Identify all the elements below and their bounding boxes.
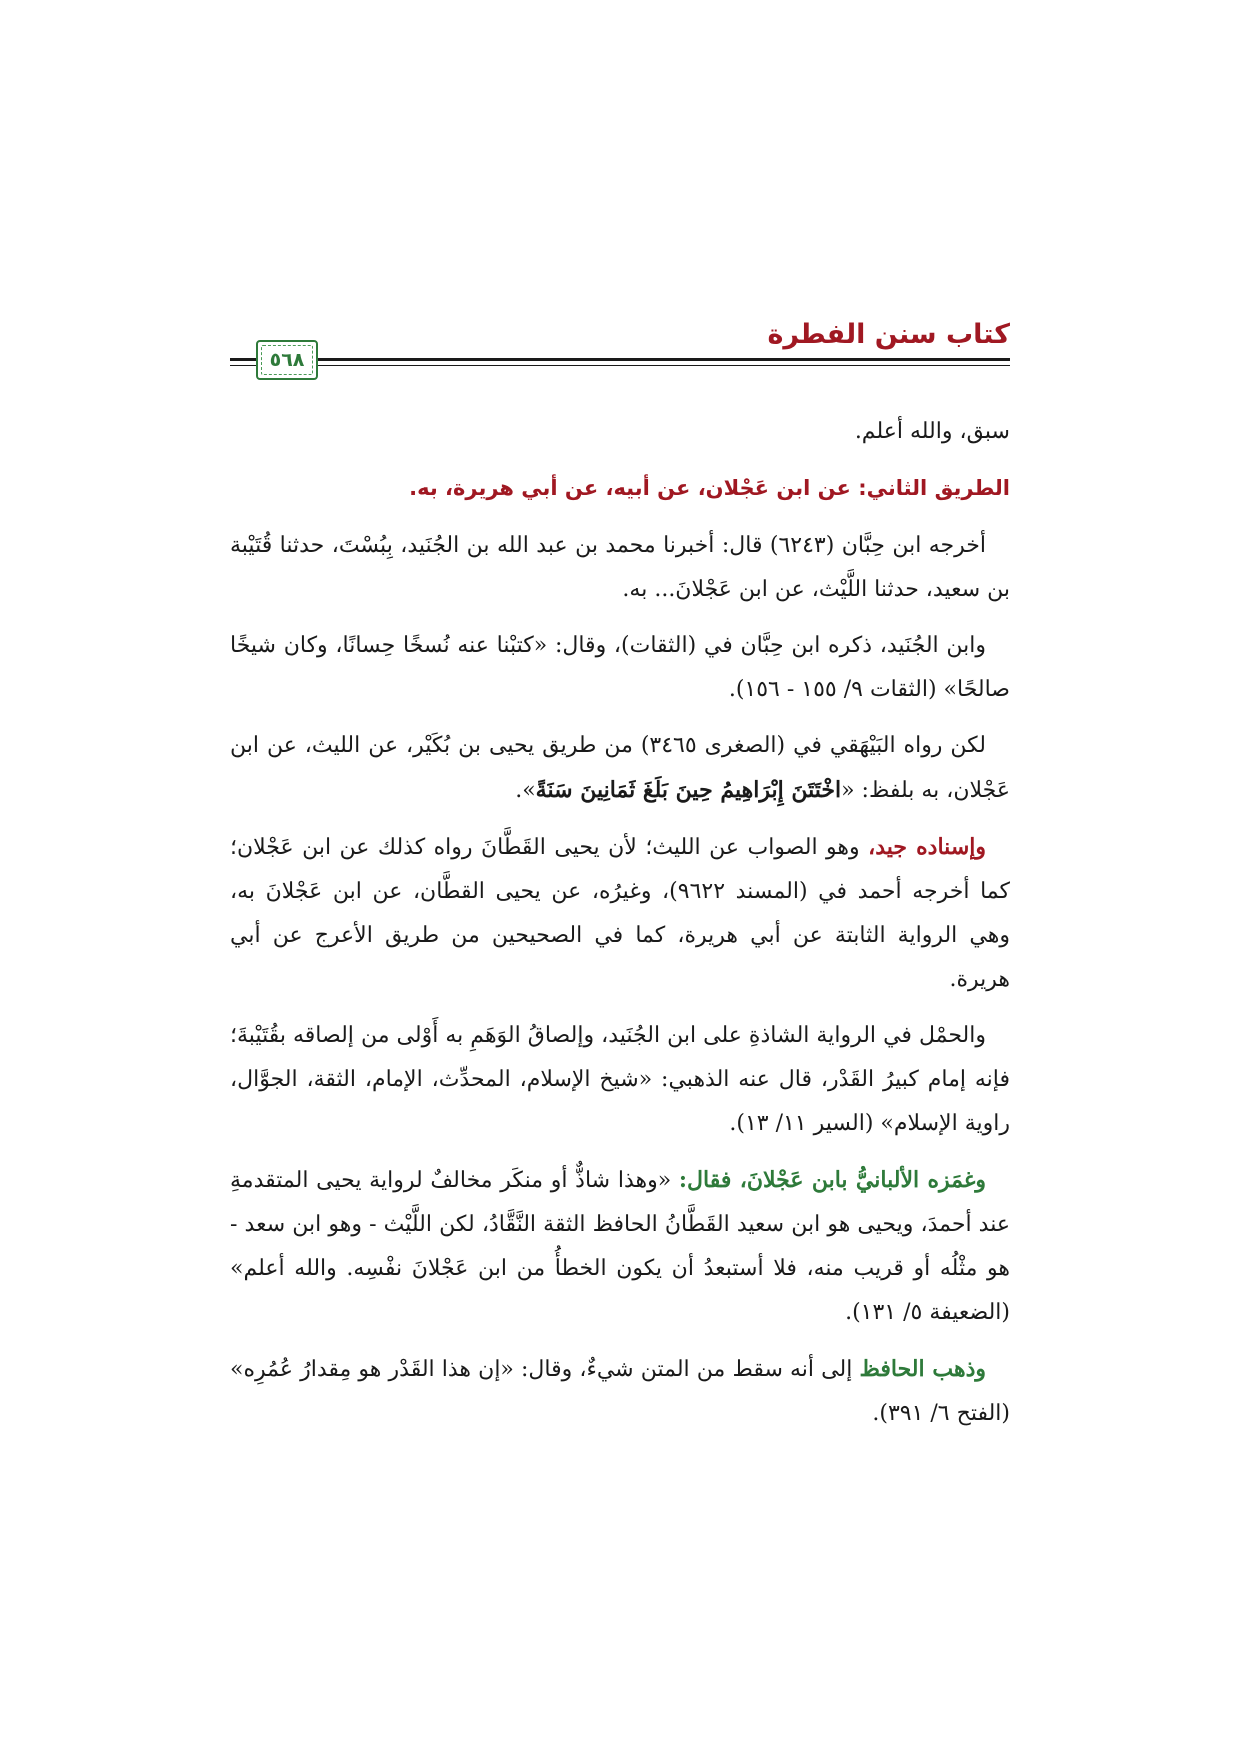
bayhaqi-text: لكن رواه البَيْهَقي في (الصغرى ٣٤٦٥) من طريق يحيى بن بُكَيْر، عن الليث، عن ابن عَجْلان، به بلفظ: « [230,733,1010,803]
hafiz-lead: وذهب الحافظ [859,1356,987,1382]
paragraph-ibn-junayd: وابن الجُنَيد، ذكره ابن حِبَّان في (الثقات)، وقال: «كتبْنا عنه نُسخًا حِسانًا، وكان شيخًا صالحًا» (الثقات ٩/ ١٥٥ - ١٥٦). [230,633,1010,702]
book-title: كتاب سنن الفطرة [767,319,1010,350]
albani-text: «وهذا شاذٌّ أو منكَر مخالفٌ لرواية يحيى المتقدمةِ عند أحمدَ، ويحيى هو ابن سعيد القَطَّانُ الحافظ الثقة النَّقَّادُ، لكن اللَّيْث - وهو ابن سعد - هو مثْلُه أو قريب منه، فلا أستبعدُ أن يكون الخطأُ من ابن عَجْلانَ نفْسِه. والله أعلم» (الضعيفة ٥/ ١٣١). [230,1168,1010,1325]
page-number: ٥٦٨ [269,349,305,371]
paragraph-haml: والحمْل في الرواية الشاذةِ على ابن الجُنَيد، وإلصاقُ الوَهَمِ به أَوْلى من إلصاقه بقُتَيْبةَ؛ فإنه إمام كبيرُ القَدْر، قال عنه الذهبي: «شيخ الإسلام، المحدِّث، الإمام، الثقة، الجوَّال، راوية الإسلام» (السير ١١/ ١٣). [230,1023,1010,1136]
section-heading: الطريق الثاني: عن ابن عَجْلان، عن أبيه، عن أبي هريرة، به. [409,476,1010,500]
page-header [230,318,1010,371]
page-number-frame [256,340,318,380]
paragraph-isnad [230,825,1010,1002]
albani-lead: وغمَزه الألبانيُّ بابن عَجْلانَ، فقال: [678,1167,986,1193]
paragraph-intro: سبق، والله أعلم. [854,419,1010,444]
paragraph-hafiz [230,1347,1010,1436]
header-rule-thick [230,358,1010,361]
paragraph-albani [230,1158,1010,1335]
isnad-text: وهو الصواب عن الليث؛ لأن يحيى القَطَّانَ رواه كذلك عن ابن عَجْلان؛ كما أخرجه أحمد في (المسند ٩٦٢٢)، وغيرُه، عن يحيى القطَّان، عن ابن عَجْلانَ به، وهي الرواية الثابتة عن أبي هريرة، كما في الصحيحين من طريق الأعرج عن أبي هريرة. [230,835,1010,992]
bayhaqi-close: ». [515,778,536,803]
page-body [230,410,1010,1448]
isnad-verdict: وإسناده جيد، [868,834,986,860]
header-rule-thin [230,365,1010,366]
hadith-quote: اخْتَتَنَ إِبْرَاهِيمُ حِينَ بَلَغَ ثَمَانِينَ سَنَةً [535,777,842,803]
paragraph-takhrij-ibn-hibban: أخرجه ابن حِبَّان (٦٢٤٣) قال: أخبرنا محمد بن عبد الله بن الجُنَيد، بِبُسْتَ، حدثنا قُتَيْبة بن سعيد، حدثنا اللَّيْث، عن ابن عَجْلانَ... به. [230,533,1010,602]
hafiz-text: إلى أنه سقط من المتن شيءٌ، وقال: «إن هذا القَدْر هو مِقدارُ عُمُرِه» (الفتح ٦/ ٣٩١). [230,1357,1010,1426]
paragraph-bayhaqi [230,724,1010,813]
